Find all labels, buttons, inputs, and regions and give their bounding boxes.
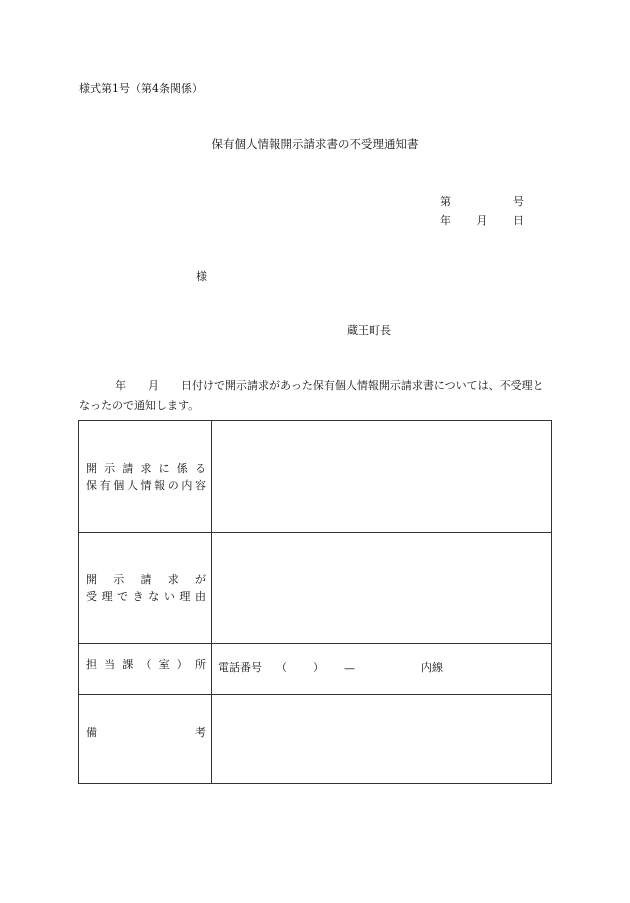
value-cell-reason[interactable] [212, 533, 552, 644]
date-year: 年 [440, 214, 451, 227]
value-cell-content[interactable] [212, 421, 552, 533]
reference-go: 号 [513, 195, 524, 208]
table-row-content [79, 421, 552, 533]
label-cell-remarks [79, 695, 212, 784]
table-row-department [79, 644, 552, 695]
value-cell-remarks[interactable] [212, 695, 552, 784]
notice-body [79, 376, 552, 416]
date-month: 月 [476, 214, 488, 227]
notice-table [78, 420, 552, 784]
body-month: 月 [148, 379, 159, 392]
label-cell-content [79, 421, 212, 533]
phone-line [212, 659, 551, 680]
phone-paren-open: （ [276, 660, 287, 674]
label-department: 担 当 課 （ 室 ） 所 [86, 657, 206, 671]
form-number: 様式第1号（第4条関係） [79, 82, 203, 95]
table-row-reason [79, 533, 552, 644]
table-row-remarks [79, 695, 552, 784]
reference-dai: 第 [440, 195, 451, 208]
phone-paren-close: ） [313, 660, 324, 674]
label-reason-line1: 開 示 請 求 が [86, 573, 206, 586]
label-remarks: 備 考 [86, 725, 206, 739]
label-reason-line2: 受 理 で き な い 理 由 [86, 590, 206, 603]
extension-label: 内線 [421, 660, 443, 674]
date-day: 日 [513, 214, 524, 227]
date-row [440, 212, 524, 228]
phone-label: 電話番号 [218, 660, 262, 674]
value-cell-department[interactable] [212, 644, 552, 695]
issuer-name: 蔵王町長 [347, 324, 391, 337]
body-text: 日付けで開示請求があった保有個人情報開示請求書については、不受理となったので通知します。 [79, 379, 544, 412]
reference-number-row [440, 193, 524, 209]
recipient-honorific: 様 [196, 270, 207, 283]
label-content-line2: 保 有 個 人 情 報 の 内 容 [86, 478, 206, 492]
phone-dash: — [344, 661, 355, 675]
body-year: 年 [115, 379, 126, 392]
label-cell-reason [79, 533, 212, 644]
document-title: 保有個人情報開示請求書の不受理通知書 [211, 137, 419, 151]
label-cell-department [79, 644, 212, 695]
label-content-line1: 開 示 請 求 に 係 る [86, 461, 206, 475]
